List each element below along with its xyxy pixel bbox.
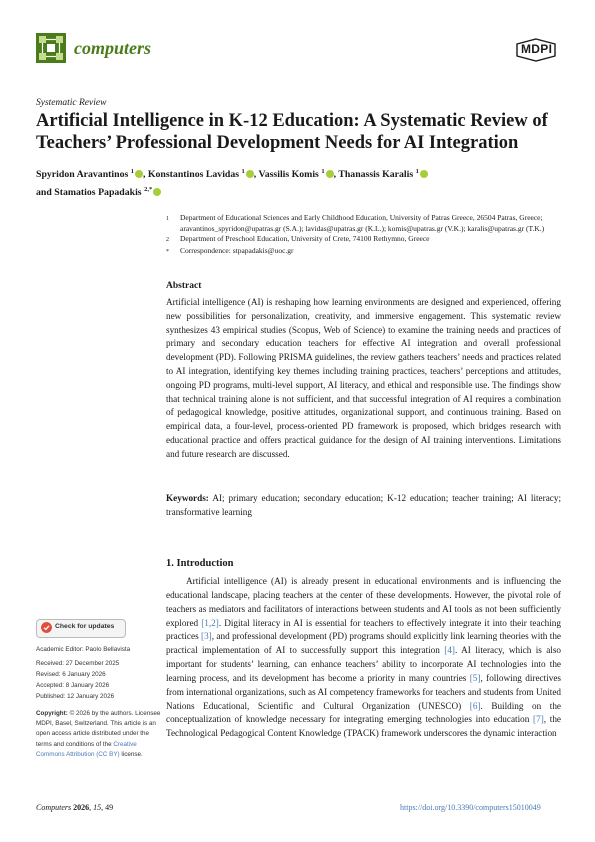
affiliation-superscript: 1 xyxy=(130,168,134,175)
publisher-name: MDPI xyxy=(521,42,553,56)
published-date: Published: 12 January 2026 xyxy=(36,693,115,700)
affiliation-item: 2 Department of Preschool Education, University of Crete, 74100 Rethymno, Greece xyxy=(166,234,430,243)
affiliations xyxy=(166,213,566,257)
author-name[interactable]: Thanassis Karalis xyxy=(338,169,414,180)
citation-footer: Computers 2026, 15, 49 xyxy=(36,803,114,812)
license-link[interactable]: Creative Commons Attribution (CC BY) xyxy=(36,740,137,758)
abstract-heading: Abstract xyxy=(166,281,202,291)
check-updates-label: Check for updates xyxy=(55,623,115,630)
author-name[interactable]: Spyridon Aravantinos xyxy=(36,169,129,180)
abstract-text: Artificial intelligence (AI) is reshaping how learning environments are designed and experienced, offering new possibilities for personalization, creativity, and immersive engagement. This systematic review synthesizes 43 empirical studies (Scopus, Web of Science) to examine the training needs and practices of primary and secondary education teachers for effective AI integration and overall professional development (PD). Following PRISMA guidelines, the review gathers teachers’ needs and practices related to AI integration, identifying key themes including training practices, teachers’ perceptions and attitudes, ongoing PD programs, multi-level support, AI literacy, and ethical and responsible use. The findings show that technical training alone is not sufficient, and that successful integration of AI requires a combination of pedagogical knowledge, positive attitudes, organizational support, and continuous training. Based on empirical data, a four-level, process-oriented PD framework is proposed, which bridges research with educational practice and offers practical guidance for the design of AI training interventions. Limitations and future research are discussed. xyxy=(166,297,561,459)
affiliation-superscript: 1 xyxy=(241,168,245,175)
doi-link[interactable]: https://doi.org/10.3390/computers15010049 xyxy=(400,803,541,812)
orcid-icon[interactable] xyxy=(326,170,334,178)
journal-name: computers xyxy=(74,38,152,58)
orcid-icon[interactable] xyxy=(135,170,143,178)
citation-link[interactable]: [4] xyxy=(444,645,455,656)
copyright-notice: Copyright: © 2026 by the authors. Licensee MDPI, Basel, Switzerland. This article is an open access article distributed under the terms and conditions of the Creative Commons Attribution (CC BY) license. xyxy=(36,710,161,758)
affiliation-superscript: 2,* xyxy=(144,186,153,193)
affiliation-item: 1 Department of Educational Sciences and Early Childhood Education, University of Patras Greece, 26504 Patras, Greece; aravantinos_spyridon@upatras.gr (S.A.); lavidas@upatras.gr (K.L.); komis@upatras.gr (V.K.); karalis@upatras.gr (T.K.) xyxy=(166,213,545,233)
author-list: Spyridon Aravantinos $^1$ , Konstantinos Lavidas $^1$ , Vassilis Komis $^1$ , Thanassis Karalis $^1$ and Stamatios Papadakis $^{2,*}$ xyxy=(36,164,576,200)
correspondence: * Correspondence: stpapadakis@uoc.gr xyxy=(166,245,294,255)
citation-link[interactable]: [1,2] xyxy=(201,617,219,628)
accepted-date: Accepted: 8 January 2026 xyxy=(36,682,110,689)
author-name[interactable]: Vassilis Komis xyxy=(258,169,319,180)
check-updates-icon xyxy=(41,622,52,633)
author-name[interactable]: Stamatios Papadakis xyxy=(54,187,142,198)
citation-link[interactable]: [7] xyxy=(533,714,544,725)
orcid-icon[interactable] xyxy=(420,170,428,178)
orcid-icon[interactable] xyxy=(153,188,161,196)
revised-date: Revised: 6 January 2026 xyxy=(36,671,106,678)
author-name[interactable]: Konstantinos Lavidas xyxy=(147,169,240,180)
paper-title: Artificial Intelligence in K-12 Education: A Systematic Review of Teachers’ Professional Development Needs for AI Integration xyxy=(36,111,548,153)
keywords xyxy=(166,492,561,520)
keywords-label: Keywords: xyxy=(166,493,209,503)
section-heading: 1. Introduction xyxy=(166,558,234,569)
keywords-text: AI; primary education; secondary education; K-12 education; teacher training; AI literacy; transformative learning xyxy=(166,493,562,517)
intro-paragraph: Artificial intelligence (AI) is already present in educational environments and is influencing the educational landscape, placing teachers at the center of these developments. However, the pivotal role of teachers as mediators and facilitators of interactions between students and AI tools as not been sufficiently explored [1,2]. Digital literacy in AI is essential for teachers to effectively integrate it into their teaching practices [3], and professional development (PD) programs should explicitly link learning theories with the practical implementation of AI to successfully support this integration [4]. AI literacy, which is also important for students’ learning, can enhance teachers’ ability to incorporate AI technologies into the learning process, and its development has become a priority in many countries [5], following directives from international organizations, such as AI competency frameworks for teachers and students from United Nations Educational, Scientific and Cultural Organization (UNESCO) [6]. Building on the conceptualization of knowledge necessary for integrating emerging technologies into education [7], the Technological Pedagogical Content Knowledge (TPACK) framework underscores the dynamic interaction xyxy=(166,576,562,739)
affiliation-superscript: 1 xyxy=(415,168,419,175)
citation-link[interactable]: [6] xyxy=(469,700,481,711)
citation-link[interactable]: [3] xyxy=(201,631,212,642)
academic-editor: Academic Editor: Paolo Bellavista xyxy=(36,646,131,653)
affiliation-superscript: 1 xyxy=(321,168,325,175)
received-date: Received: 27 December 2025 xyxy=(36,660,120,667)
article-type: Systematic Review xyxy=(36,98,107,108)
journal-logo-icon xyxy=(36,33,66,63)
citation-link[interactable]: [5] xyxy=(469,672,481,683)
orcid-icon[interactable] xyxy=(246,170,254,178)
